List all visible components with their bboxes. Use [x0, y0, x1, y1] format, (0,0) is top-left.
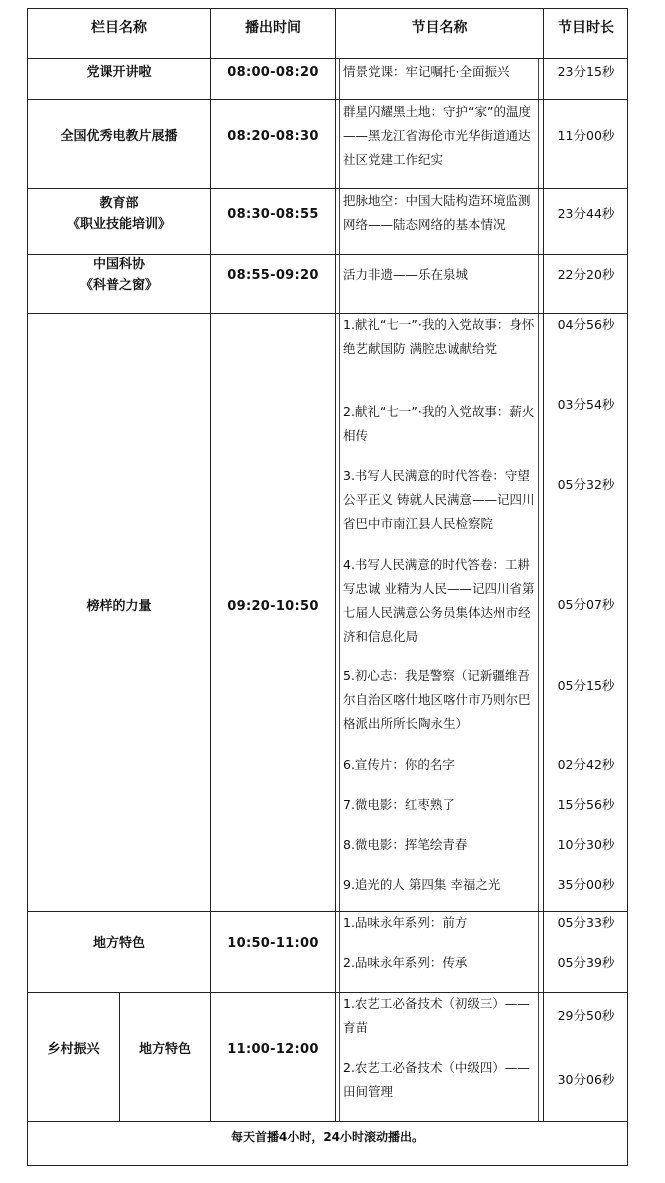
row-4-duration-1: 22分20秒 — [557, 267, 615, 282]
row-7-program-2: 2.农艺工必备技术（中级四）——田间管理 — [343, 1060, 530, 1099]
row-3-column — [28, 189, 210, 239]
row-6-duration-2: 05分39秒 — [557, 955, 615, 970]
row-1-program-1: 情景党课：牢记嘱托·全面振兴 — [343, 64, 510, 79]
row-2-column: 全国优秀电教片展播 — [60, 128, 178, 144]
row-5-duration-8: 10分30秒 — [557, 837, 615, 852]
header-program-name: 节目名称 — [411, 20, 468, 36]
row-7-duration-2: 30分06秒 — [557, 1072, 615, 1087]
header-column-name: 栏目名称 — [91, 20, 147, 36]
row-6-time: 10:50-11:00 — [227, 935, 319, 951]
row-5-program-4: 4.书写人民满意的时代答卷：工耕写忠诚 业精为人民——记四川省第七届人民满意公务员集体达州市经济和信息化局 — [343, 557, 535, 644]
row-7-duration-1: 29分50秒 — [557, 1008, 615, 1023]
row-3-column-line-2: 《职业技能培训》 — [66, 217, 171, 232]
row-3-duration-1: 23分44秒 — [557, 206, 615, 221]
row-5-program-1: 1.献礼“七一”·我的入党故事：身怀绝艺献国防 满腔忠诚献给党 — [343, 317, 535, 356]
row-6-program-2: 2.品味永年系列：传承 — [343, 955, 468, 970]
row-5-duration-1: 04分56秒 — [557, 317, 615, 332]
row-5-duration-4: 05分07秒 — [557, 597, 615, 612]
row-4-column-line-2: 《科普之窗》 — [79, 278, 158, 293]
footer-note: 每天首播4小时，24小时滚动播出。 — [230, 1130, 425, 1144]
row-7-time: 11:00-12:00 — [227, 1041, 319, 1057]
row-5-time: 09:20-10:50 — [227, 598, 319, 614]
row-2-duration-1: 11分00秒 — [557, 128, 615, 143]
row-7-column-group: 乡村振兴 — [47, 1041, 100, 1057]
row-5-program-9: 9.追光的人 第四集 幸福之光 — [343, 877, 501, 892]
row-1-time: 08:00-08:20 — [227, 64, 319, 80]
row-6-program-1: 1.品味永年系列：前方 — [343, 915, 468, 930]
row-4-time: 08:55-09:20 — [227, 267, 319, 283]
row-3-program-1: 把脉地空：中国大陆构造环境监测网络——陆态网络的基本情况 — [343, 193, 531, 232]
row-4-column-line-1: 中国科协 — [92, 257, 145, 272]
row-1-duration-1: 23分15秒 — [557, 64, 615, 79]
row-5-duration-5: 05分15秒 — [557, 678, 615, 693]
row-4-column — [28, 255, 210, 295]
row-2-time: 08:20-08:30 — [227, 128, 319, 144]
row-7-column: 地方特色 — [138, 1041, 191, 1057]
row-6-duration-1: 05分33秒 — [557, 915, 615, 930]
header-broadcast-time: 播出时间 — [245, 20, 301, 36]
row-2-program-1: 群星闪耀黑土地：守护“家”的温度——黑龙江省海伦市光华街道通达社区党建工作纪实 — [343, 104, 531, 167]
header-duration: 节目时长 — [558, 20, 614, 36]
row-7-program-1: 1.农艺工必备技术（初级三）——育苗 — [343, 996, 530, 1035]
row-5-duration-9: 35分00秒 — [557, 877, 615, 892]
row-3-time: 08:30-08:55 — [227, 206, 319, 222]
row-6-column: 地方特色 — [92, 935, 145, 951]
row-5-duration-7: 15分56秒 — [557, 797, 615, 812]
row-5-duration-2: 03分54秒 — [557, 397, 615, 412]
row-5-program-2: 2.献礼“七一”·我的入党故事：薪火相传 — [343, 404, 535, 443]
row-5-program-8: 8.微电影：挥笔绘青春 — [343, 837, 468, 852]
row-5-column: 榜样的力量 — [86, 598, 152, 614]
row-5-duration-6: 02分42秒 — [557, 757, 615, 772]
row-5-duration-3: 05分32秒 — [557, 477, 615, 492]
row-5-program-7: 7.微电影：红枣熟了 — [343, 797, 455, 812]
row-5-program-3: 3.书写人民满意的时代答卷：守望公平正义 铸就人民满意——记四川省巴中市南江县人民检察院 — [343, 468, 535, 531]
row-4-program-1: 活力非遗——乐在泉城 — [343, 267, 469, 282]
row-5-program-5: 5.初心志：我是警察（记新疆维吾尔自治区喀什地区喀什市乃则尔巴格派出所所长陶永生） — [343, 668, 531, 731]
row-3-column-line-1: 教育部 — [99, 196, 139, 211]
row-5-program-6: 6.宣传片：你的名字 — [343, 757, 455, 772]
row-1-column: 党课开讲啦 — [86, 64, 152, 80]
